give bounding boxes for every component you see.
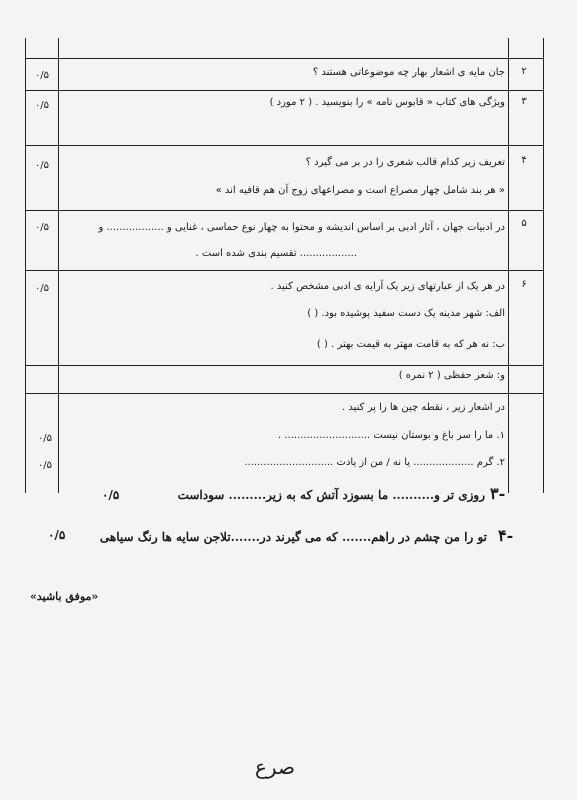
question-text: تعریف زیر کدام قالب شعری را در بر می گیرد ؟ — [305, 157, 505, 168]
row-divider — [25, 90, 544, 91]
section-title: و: شعر حفظی ( ۲ نمره ) — [398, 370, 505, 381]
question-text: ویژگی های کتاب « قابوس نامه » را بنویسید . ( ۲ مورد ) — [269, 97, 505, 108]
closing-note: «موفق باشید» — [30, 590, 99, 603]
handwritten-signature: صرع — [255, 755, 295, 779]
column-divider-number — [508, 38, 509, 493]
poem-line-4: تو را من چشم در راهم....... که می گیرند در.......تلاجن سایه ها رنگ سیاهی — [99, 530, 487, 544]
poem-line-4-score: ۰/۵ — [48, 528, 66, 542]
question-text: جان مایه ی اشعار بهار چه موضوعاتی هستند ؟ — [312, 67, 505, 78]
question-number: ۶ — [521, 279, 527, 290]
poem-line-2-score: ۰/۵ — [37, 460, 53, 471]
row-divider — [25, 145, 544, 146]
poem-line-1: ۱. ما را سر باغ و بوستان نیست ........................... . — [278, 430, 505, 441]
question-item-b: ب: نه هر که به قامت مهتر به قیمت بهتر . ( ) — [316, 339, 505, 350]
poem-line-3-score: ۰/۵ — [102, 488, 120, 502]
row-divider — [25, 210, 544, 211]
question-score: ۰/۵ — [34, 70, 50, 81]
question-number: ۴ — [521, 155, 527, 166]
poem-instruction: در اشعار زیر ، نقطه چین ها را پر کنید . — [342, 402, 505, 413]
question-score: ۰/۵ — [34, 283, 50, 294]
question-text: در هر یک از عبارتهای زیر یک آرایه ی ادبی مشخص کنید . — [270, 281, 505, 292]
row-divider — [25, 58, 544, 59]
poem-line-3: روزی تر و.......... ما بسوزد آتش که به زیر......... سوداست — [177, 488, 485, 502]
row-divider — [25, 270, 544, 271]
question-number: ۳ — [521, 96, 527, 107]
table-border-left — [25, 38, 26, 493]
poem-line-4-number: ۴- — [498, 526, 514, 545]
poem-line-2: ۲. گرم ................... یا نه / من از یادت ............................ — [244, 457, 505, 468]
question-number: ۵ — [521, 218, 527, 229]
question-text: در ادبیات جهان ، آثار ادبی بر اساس اندیشه و محتوا به چهار نوع حماسی ، غنایی و .................. و — [98, 222, 505, 233]
question-text-line2: .................. تقسیم بندی شده است . — [195, 248, 357, 259]
row-divider — [25, 393, 544, 394]
question-score: ۰/۵ — [34, 100, 50, 111]
question-quote: « هر بند شامل چهار مصراع است و مصراعهای زوج آن هم قافیه اند » — [215, 185, 505, 196]
row-divider — [25, 365, 544, 366]
table-border-right — [543, 38, 544, 493]
question-number: ۲ — [521, 66, 527, 77]
question-score: ۰/۵ — [34, 160, 50, 171]
poem-line-1-score: ۰/۵ — [37, 433, 53, 444]
question-item-a: الف: شهر مدینه یک دست سفید پوشیده بود. ( ) — [307, 308, 505, 319]
poem-line-3-number: ۳- — [490, 484, 506, 503]
column-divider-score — [58, 38, 59, 493]
question-score: ۰/۵ — [34, 222, 50, 233]
